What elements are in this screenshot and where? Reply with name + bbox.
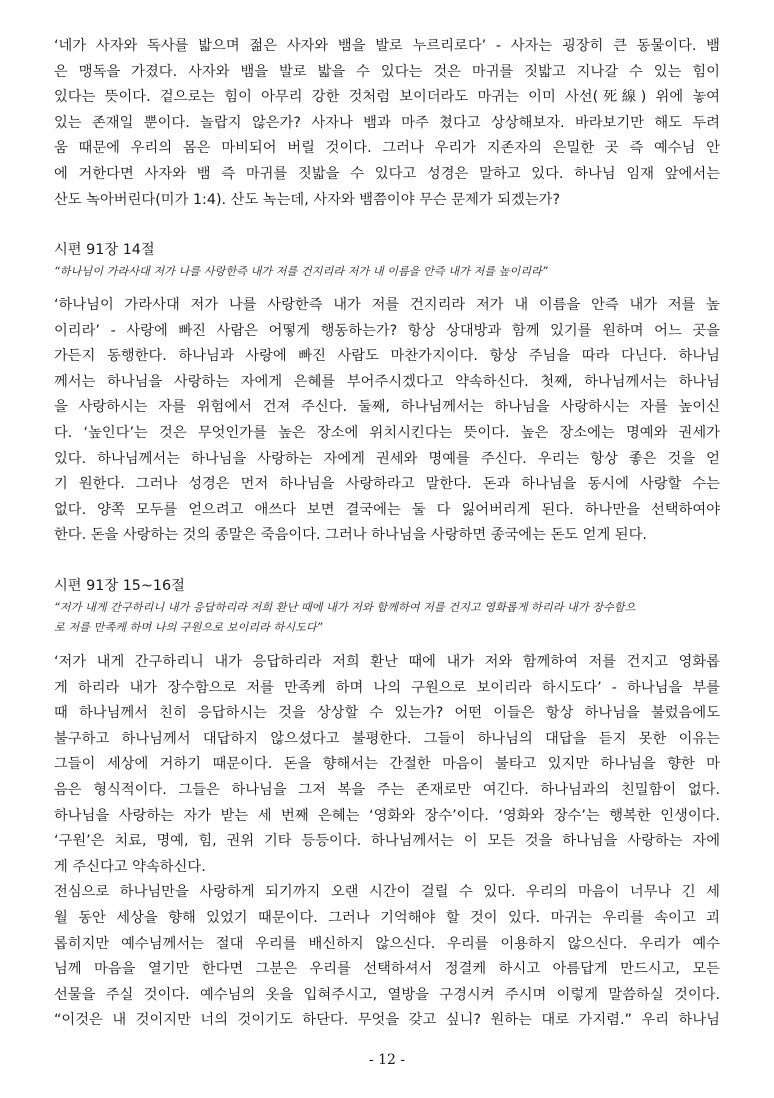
section-heading: 시편 91장 15~16절 [54, 578, 185, 594]
text-line: 께서는 하나님을 사랑하는 자에게 은혜를 부어주시겠다고 약속하신다. 첫째, 하나님께서는 하나님 [54, 373, 720, 390]
text-line: ‘구원’은 치료, 명예, 힘, 권위 기타 등등이다. 하나님께서는 이 모든 것을 하나님을 사랑하는 자에 [54, 833, 720, 850]
text-line: 선물을 주실 것이다. 예수님의 옷을 입혀주시고, 열방을 구경시켜 주시며 이렇게 말씀하실 것이다. [54, 986, 720, 1003]
quote-line: 로 저를 만족케 하며 나의 구원으로 보이리라 하시도다” [54, 621, 323, 634]
text-line: 전심으로 하나님만을 사랑하게 되기까지 오랜 시간이 걸릴 수 있다. 우리의 마음이 너무나 긴 세 [54, 884, 720, 901]
text-line: 움 때문에 우리의 몸은 마비되어 버릴 것이다. 그러나 우리가 지존자의 은밀한 곳 즉 예수님 안 [54, 140, 720, 157]
text-line: 산도 녹아버린다(미가 1:4). 산도 녹는데, 사자와 뱀쯤이야 무슨 문제가 되겠는가? [54, 191, 561, 208]
text-line: 없다. 양쪽 모두를 얻으려고 애쓰다 보면 결국에는 둘 다 잃어버리게 된다. 하나만을 선택하여야 [54, 501, 720, 518]
text-line: 다. ‘높인다’는 것은 무엇인가를 높은 장소에 위치시킨다는 뜻이다. 높은 장소에는 명예와 권세가 [54, 424, 720, 441]
text-line: 한다. 돈을 사랑하는 것의 종말은 죽음이다. 그러나 하나님을 사랑하면 종국에는 돈도 얻게 된다. [54, 527, 647, 544]
text-line: 에 거한다면 사자와 뱀 즉 마귀를 짓밟을 수 있다고 성경은 말하고 있다. 하나님 임재 앞에서는 [54, 165, 720, 182]
text-line: 불구하고 하나님께서 대답하지 않으셨다고 불평한다. 그들이 하나님의 대답을 듣지 못한 이유는 [54, 730, 720, 747]
scripture-quote [54, 598, 720, 638]
section-heading: 시편 91장 14절 [54, 242, 155, 258]
text-line: 을 사랑하시는 자를 위험에서 건져 주신다. 둘째, 하나님께서는 하나님을 사랑하시는 자를 높이신 [54, 399, 720, 416]
text-line: 있는 존재일 뿐이다. 놀랍지 않은가? 사자나 뱀과 마주 쳤다고 상상해보자. 바라보기만 해도 두려 [54, 114, 720, 131]
text-line: 음은 형식적이다. 그들은 하나님을 그저 복을 주는 존재로만 여긴다. 하나님과의 친밀함이 없다. [54, 781, 720, 798]
text-line: 있다는 뜻이다. 겉으로는 힘이 아무리 강한 것처럼 보이더라도 마귀는 이미 사선(死線) 위에 놓여 [54, 89, 720, 106]
text-line: 월 동안 세상을 향해 있었기 때문이다. 그러나 기억해야 할 것이 있다. 마귀는 우리를 속이고 괴 [54, 909, 720, 926]
text-line: ‘네가 사자와 독사를 밟으며 젊은 사자와 뱀을 발로 누르리로다’ - 사자는 굉장히 큰 동물이다. 뱀 [54, 38, 720, 54]
scripture-quote [54, 262, 720, 282]
quote-line: “저가 내게 간구하리니 내가 응답하리라 저희 환난 때에 내가 저와 함께하여 저를 건지고 영화롭게 하리라 내가 장수함으 [54, 601, 636, 614]
intro-paragraph [54, 34, 720, 213]
text-line: 있다. 하나님께서는 하나님을 사랑하는 자에게 권세와 명예를 주신다. 우리는 항상 좋은 것을 얻 [54, 450, 720, 467]
text-line: 은 맹독을 가졌다. 사자와 뱀을 발로 밟을 수 있다는 것은 마귀를 짓밟고 지나갈 수 있는 힘이 [54, 63, 720, 80]
text-line: 게 하리라 내가 장수함으로 저를 만족케 하며 나의 구원으로 보이리라 하시도다’ - 하나님을 부를 [54, 679, 720, 696]
text-line: 게 주신다고 약속하신다. [54, 858, 206, 875]
text-line: 님께 마음을 열기만 한다면 그분은 우리를 선택하셔서 정결케 하시고 아름답게 만드시고, 모든 [54, 961, 720, 978]
section-paragraph [54, 650, 720, 1034]
text-line: 그들이 세상에 거하기 때문이다. 돈을 향해서는 간절한 마음이 불타고 있지만 하나님을 향한 마 [54, 756, 720, 773]
text-line: ‘하나님이 가라사대 저가 나를 사랑한즉 내가 저를 건지리라 저가 내 이름을 안즉 내가 저를 높 [54, 297, 720, 313]
text-line: “이것은 내 것이지만 너의 것이기도 하단다. 무엇을 갖고 싶니? 원하는 대로 가지렴.” 우리 하나님 [54, 1012, 720, 1029]
page-number: - 12 - [368, 1052, 406, 1068]
text-line: 이리라’ - 사랑에 빠진 사람은 어떻게 행동하는가? 항상 상대방과 함께 있기를 원하며 어느 곳을 [54, 322, 720, 339]
text-line: 기 원한다. 그러나 성경은 먼저 하나님을 사랑하라고 말한다. 돈과 하나님을 동시에 사랑할 수는 [54, 476, 720, 493]
quote-line: “하나님이 가라사대 저가 나를 사랑한즉 내가 저를 건지리라 저가 내 이름을 안즉 내가 저를 높이리라” [54, 265, 548, 278]
section-paragraph [54, 293, 720, 549]
text-line: 하나님을 사랑하는 자가 받는 세 번째 은혜는 ‘영화와 장수’이다. ‘영화와 장수’는 행복한 인생이다. [54, 807, 720, 824]
text-line: 롭히지만 예수님께서는 절대 우리를 배신하지 않으신다. 우리를 이용하지 않으신다. 우리가 예수 [54, 935, 720, 952]
text-line: 때 하나님께서 친히 응답하시는 것을 상상할 수 있는가? 어떤 이들은 항상 하나님을 불렀음에도 [54, 705, 720, 722]
text-line: 가든지 동행한다. 하나님과 사랑에 빠진 사람도 마찬가지이다. 항상 주님을 따라 다닌다. 하나님 [54, 348, 720, 365]
text-line: ‘저가 내게 간구하리니 내가 응답하리라 저희 환난 때에 내가 저와 함께하여 저를 건지고 영화롭 [54, 654, 720, 670]
